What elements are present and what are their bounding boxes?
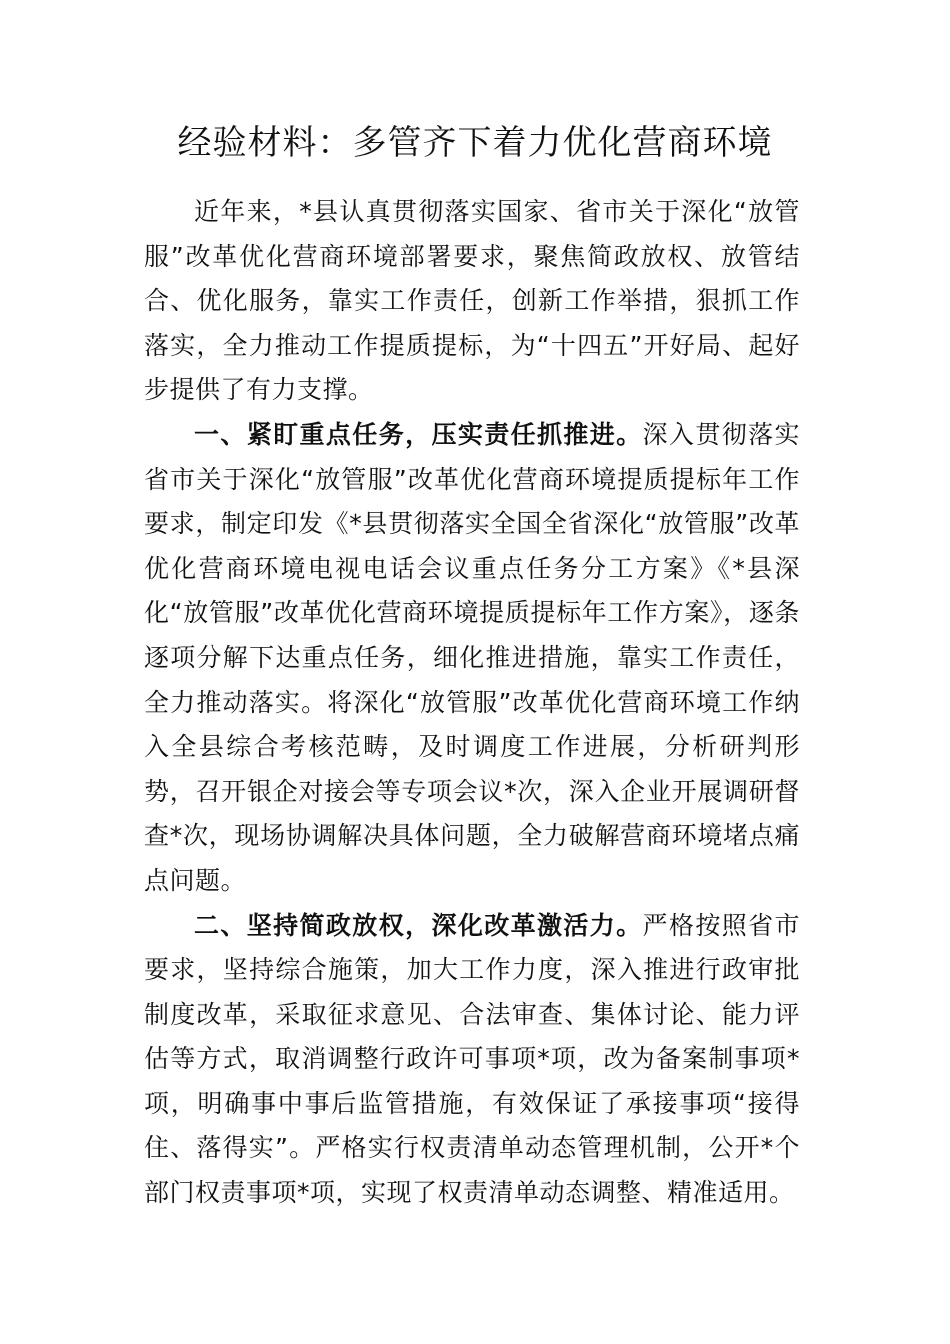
section-1-paragraph	[144, 413, 800, 904]
section-1-body: 深入贯彻落实省市关于深化“放管服”改革优化营商环境提质提标年工作要求，制定印发《*县贯彻落实全国全省深化“放管服”改革优化营商环境电视电话会议重点任务分工方案》《*县深化“放管服”改革优化营商环境提质提标年工作方案》，逐条逐项分解下达重点任务，细化推进措施，靠实工作责任，全力推动落实。将深化“放管服”改革优化营商环境工作纳入全县综合考核范畴，及时调度工作进展，分析研判形势，召开银企对接会等专项会议*次，深入企业开展调研督查*次，现场协调解决具体问题，全力破解营商环境堵点痛点问题。	[144, 419, 800, 895]
section-2-body: 严格按照省市要求，坚持综合施策，加大工作力度，深入推进行政审批制度改革，采取征求意见、合法审查、集体讨论、能力评估等方式，取消调整行政许可事项*项，改为备案制事项*项，明确事中事后监管措施，有效保证了承接事项“接得住、落得实”。严格实行权责清单动态管理机制，公开*个部门权责事项*项，实现了权责清单动态调整、精准适用。	[144, 910, 800, 1208]
section-1-heading: 一、紧盯重点任务，压实责任抓推进。	[194, 419, 643, 449]
document-title: 经验材料：多管齐下着力优化营商环境	[177, 123, 773, 163]
document-body	[144, 190, 800, 1216]
section-2-paragraph	[144, 904, 800, 1216]
intro-paragraph: 近年来，*县认真贯彻落实国家、省市关于深化“放管服”改革优化营商环境部署要求，聚焦简政放权、放管结合、优化服务，靠实工作责任，创新工作举措，狠抓工作落实，全力推动工作提质提标，为“十四五”开好局、起好步提供了有力支撑。	[144, 197, 800, 405]
section-2-heading: 二、坚持简政放权，深化改革激活力。	[194, 910, 643, 940]
